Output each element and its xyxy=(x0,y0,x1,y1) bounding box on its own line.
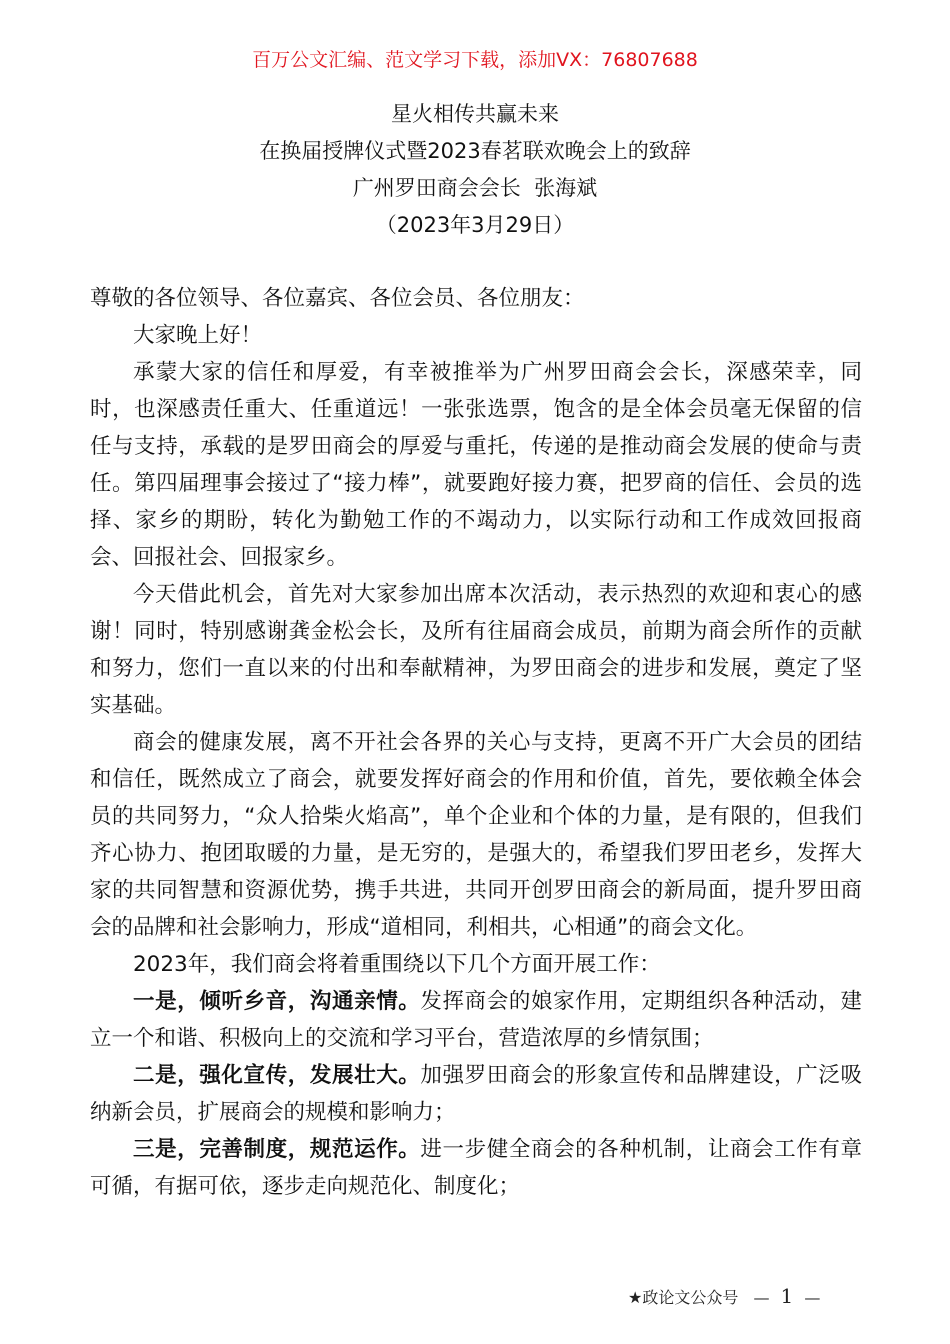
work-point xyxy=(90,1131,862,1205)
paragraph: 商会的健康发展，离不开社会各界的关心与支持，更离不开广大会员的团结和信任，既然成立了商会，就要发挥好商会的作用和价值，首先，要依赖全体会员的共同努力，“众人拾柴火焰高”，单个企业和个体的力量，是有限的，但我们齐心协力、抱团取暖的力量，是无穷的，是强大的，希望我们罗田老乡，发挥大家的共同智慧和资源优势，携手共进，共同开创罗田商会的新局面，提升罗田商会的品牌和社会影响力，形成“道相同，利相共，心相通”的商会文化。 xyxy=(90,730,862,940)
document-author: 广州罗田商会会长 张海斌 xyxy=(352,176,598,200)
work-point xyxy=(90,1057,862,1131)
work-point xyxy=(90,983,862,1057)
work-point-lead: 三是，完善制度，规范运作。 xyxy=(133,1137,421,1162)
paragraph: 今天借此机会，首先对大家参加出席本次活动，表示热烈的欢迎和衷心的感谢！同时，特别感谢龚金松会长，及所有往届商会成员，前期为商会所作的贡献和努力，您们一直以来的付出和奉献精神，为罗田商会的进步和发展，奠定了坚实基础。 xyxy=(90,582,862,718)
work-point-text: 加强罗田商会的形象宣传和品牌建设，广泛吸纳新会员，扩展商会的规模和影响力； xyxy=(90,1063,862,1125)
paragraph: 2023年，我们商会将着重围绕以下几个方面开展工作： xyxy=(133,952,661,977)
work-point-text: 发挥商会的娘家作用，定期组织各种活动，建立一个和谐、积极向上的交流和学习平台，营造浓厚的乡情氛围； xyxy=(90,989,862,1051)
work-point-text: 进一步健全商会的各种机制，让商会工作有章可循，有据可依，逐步走向规范化、制度化； xyxy=(90,1137,862,1199)
document-date: （2023年3月29日） xyxy=(375,213,575,237)
promo-banner: 百万公文汇编、范文学习下载，添加VX：76807688 xyxy=(252,49,698,71)
document-title: 星火相传共赢未来 xyxy=(391,102,559,126)
document-body xyxy=(90,280,862,1205)
footer-dash-right: — xyxy=(804,1288,821,1307)
document-subtitle: 在换届授牌仪式暨2023春茗联欢晚会上的致辞 xyxy=(259,139,691,163)
footer-source: ★政论文公众号 xyxy=(628,1288,739,1307)
salutation: 尊敬的各位领导、各位嘉宾、各位会员、各位朋友： xyxy=(90,286,585,311)
work-point-lead: 一是，倾听乡音，沟通亲情。 xyxy=(133,989,421,1014)
paragraph: 承蒙大家的信任和厚爱，有幸被推举为广州罗田商会会长，深感荣幸，同时，也深感责任重大、任重道远！一张张选票，饱含的是全体会员毫无保留的信任与支持，承载的是罗田商会的厚爱与重托，传递的是推动商会发展的使命与责任。第四届理事会接过了“接力棒”，就要跑好接力赛，把罗商的信任、会员的选择、家乡的期盼，转化为勤勉工作的不竭动力，以实际行动和工作成效回报商会、回报社会、回报家乡。 xyxy=(90,360,862,570)
work-point-lead: 二是，强化宣传，发展壮大。 xyxy=(133,1063,421,1088)
page-number: 1 xyxy=(780,1284,794,1308)
greeting: 大家晚上好！ xyxy=(133,323,263,348)
footer-dash-left: — xyxy=(753,1288,770,1307)
document-header xyxy=(0,96,950,244)
page-footer xyxy=(628,1284,820,1310)
